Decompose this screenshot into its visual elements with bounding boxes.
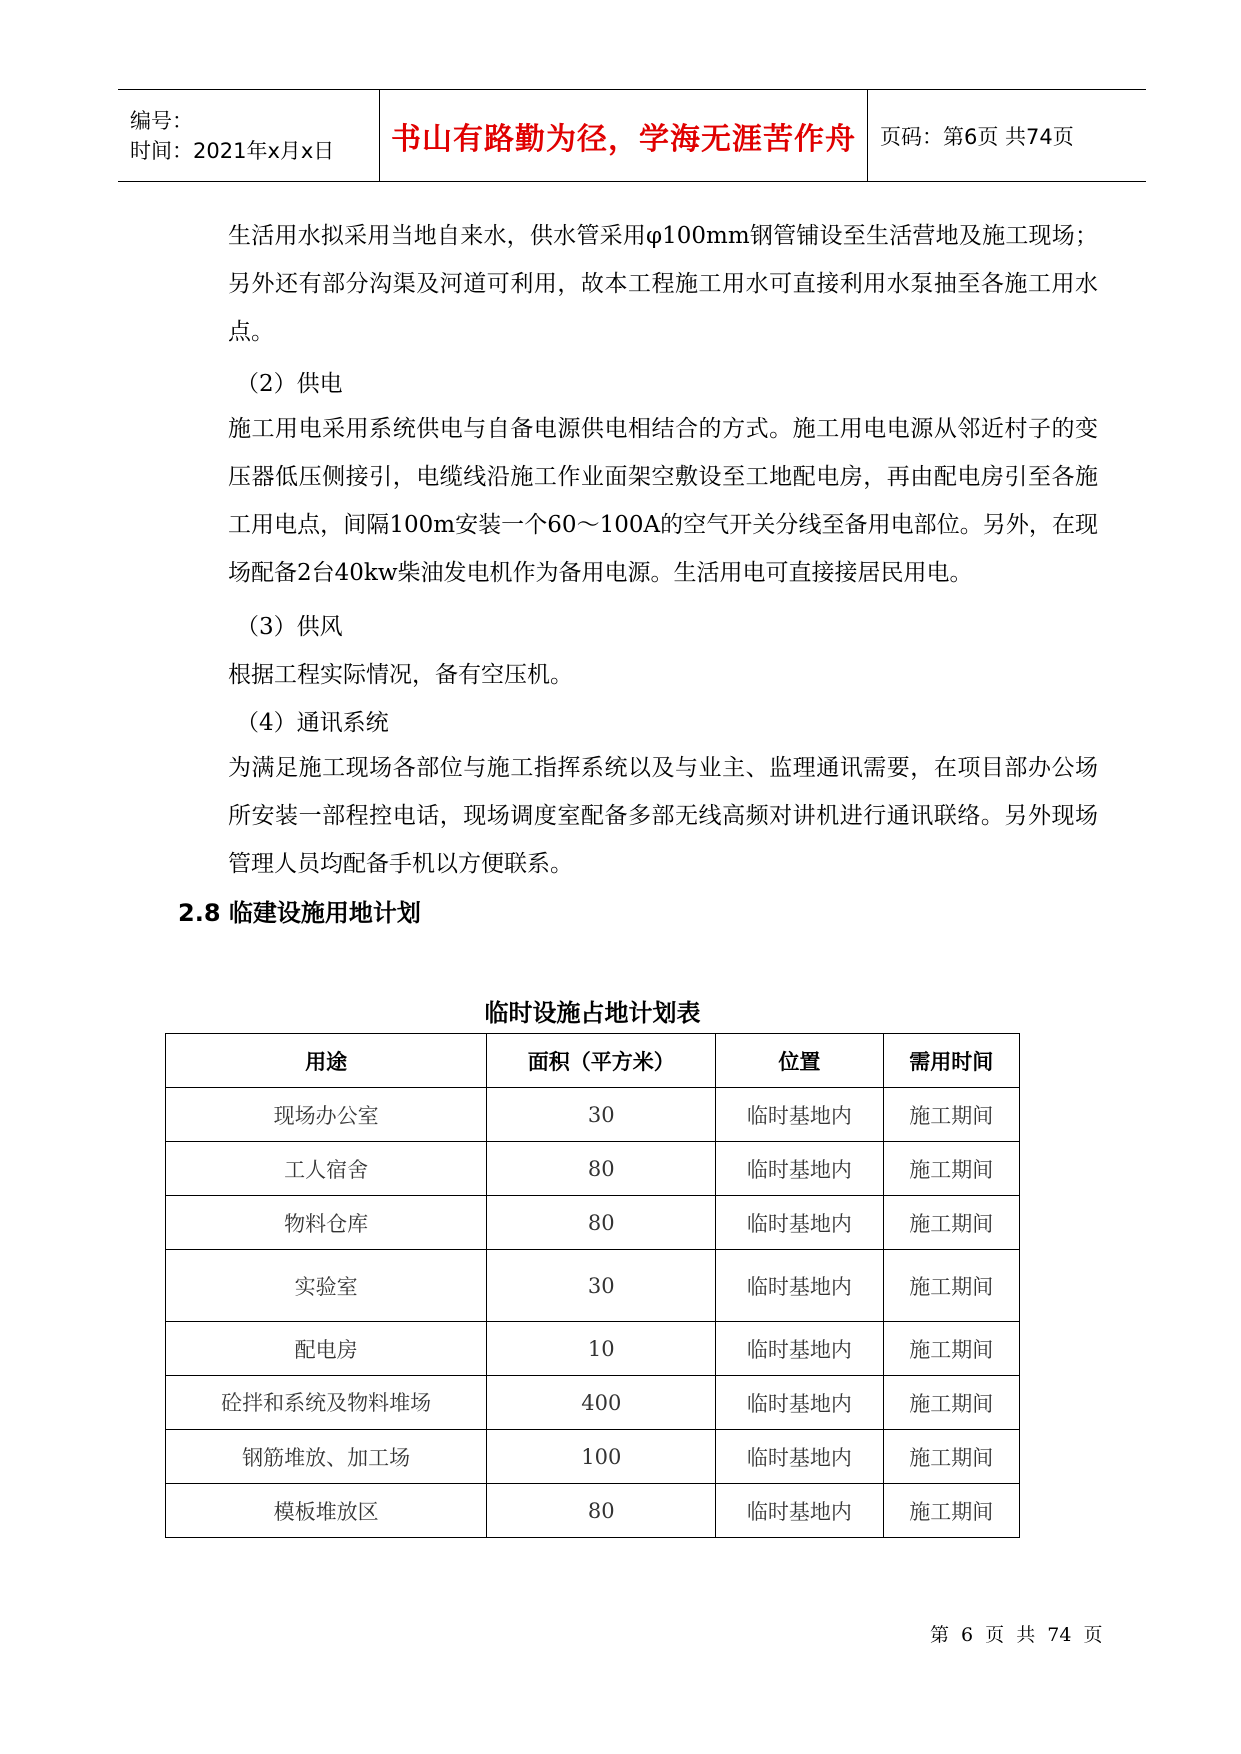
col-header-use: 用途 (166, 1034, 487, 1088)
cell-area: 80 (487, 1484, 716, 1538)
comm-paragraph-text: 为满足施工现场各部位与施工指挥系统以及与业主、监理通讯需要，在项目部办公场所安装一部程控电话，现场调度室配备多部无线高频对讲机进行通讯联络。另外现场管理人员均配备手机以方便联系。 (228, 755, 1098, 877)
cell-use: 现场办公室 (166, 1088, 487, 1142)
section-title: 2.8 临建设施用地计划 (178, 899, 421, 927)
cell-time: 施工期间 (883, 1430, 1019, 1484)
table-title: 临时设施占地计划表 (484, 999, 701, 1027)
cell-use: 钢筋堆放、加工场 (166, 1430, 487, 1484)
cell-use: 物料仓库 (166, 1196, 487, 1250)
comm-paragraph (178, 744, 1098, 888)
col-header-area: 面积（平方米） (487, 1034, 716, 1088)
cell-use: 工人宿舍 (166, 1142, 487, 1196)
cell-time: 施工期间 (883, 1322, 1019, 1376)
table-row (166, 1142, 1020, 1196)
air-paragraph: 根据工程实际情况，备有空压机。 (228, 662, 573, 688)
cell-location: 临时基地内 (716, 1088, 883, 1142)
table-header-row (166, 1034, 1020, 1088)
document-header (118, 89, 1146, 182)
air-heading: （3）供风 (236, 614, 343, 640)
time-label: 时间：2021年x月x日 (130, 138, 335, 163)
cell-time: 施工期间 (883, 1142, 1019, 1196)
col-header-location: 位置 (716, 1034, 883, 1088)
water-paragraph-text: 生活用水拟采用当地自来水，供水管采用φ100mm钢管铺设至生活营地及施工现场；另外还有部分沟渠及河道可利用，故本工程施工用水可直接利用水泵抽至各施工用水点。 (228, 223, 1098, 345)
header-page-info: 页码：第6页 共74页 (880, 124, 1074, 149)
number-label: 编号： (130, 108, 193, 133)
cell-location: 临时基地内 (716, 1322, 883, 1376)
cell-location: 临时基地内 (716, 1376, 883, 1430)
table-row (166, 1250, 1020, 1322)
cell-time: 施工期间 (883, 1250, 1019, 1322)
power-paragraph (178, 405, 1098, 597)
cell-location: 临时基地内 (716, 1250, 883, 1322)
cell-use: 配电房 (166, 1322, 487, 1376)
col-header-time: 需用时间 (883, 1034, 1019, 1088)
cell-area: 30 (487, 1250, 716, 1322)
header-motto: 书山有路勤为径，学海无涯苦作舟 (380, 90, 868, 181)
cell-area: 100 (487, 1430, 716, 1484)
table-row (166, 1430, 1020, 1484)
cell-use: 砼拌和系统及物料堆场 (166, 1376, 487, 1430)
cell-location: 临时基地内 (716, 1196, 883, 1250)
cell-area: 80 (487, 1142, 716, 1196)
water-paragraph (178, 212, 1098, 356)
cell-area: 400 (487, 1376, 716, 1430)
cell-location: 临时基地内 (716, 1430, 883, 1484)
cell-use: 实验室 (166, 1250, 487, 1322)
cell-use: 模板堆放区 (166, 1484, 487, 1538)
cell-area: 30 (487, 1088, 716, 1142)
table-row (166, 1088, 1020, 1142)
land-plan-table (165, 1033, 1020, 1538)
cell-location: 临时基地内 (716, 1142, 883, 1196)
page-footer: 第 6 页 共 74 页 (930, 1624, 1103, 1646)
table-row (166, 1376, 1020, 1430)
power-heading: （2）供电 (236, 371, 343, 397)
header-meta (118, 90, 380, 181)
table-row (166, 1322, 1020, 1376)
cell-time: 施工期间 (883, 1088, 1019, 1142)
cell-area: 80 (487, 1196, 716, 1250)
cell-time: 施工期间 (883, 1484, 1019, 1538)
table-row (166, 1484, 1020, 1538)
table-row (166, 1196, 1020, 1250)
power-paragraph-text: 施工用电采用系统供电与自备电源供电相结合的方式。施工用电电源从邻近村子的变压器低压侧接引，电缆线沿施工作业面架空敷设至工地配电房，再由配电房引至各施工用电点，间隔100m安装一个60～100A的空气开关分线至备用电部位。另外，在现场配备2台40kw柴油发电机作为备用电源。生活用电可直接接居民用电。 (228, 416, 1098, 586)
cell-location: 临时基地内 (716, 1484, 883, 1538)
cell-time: 施工期间 (883, 1196, 1019, 1250)
cell-area: 10 (487, 1322, 716, 1376)
cell-time: 施工期间 (883, 1376, 1019, 1430)
comm-heading: （4）通讯系统 (236, 710, 389, 736)
